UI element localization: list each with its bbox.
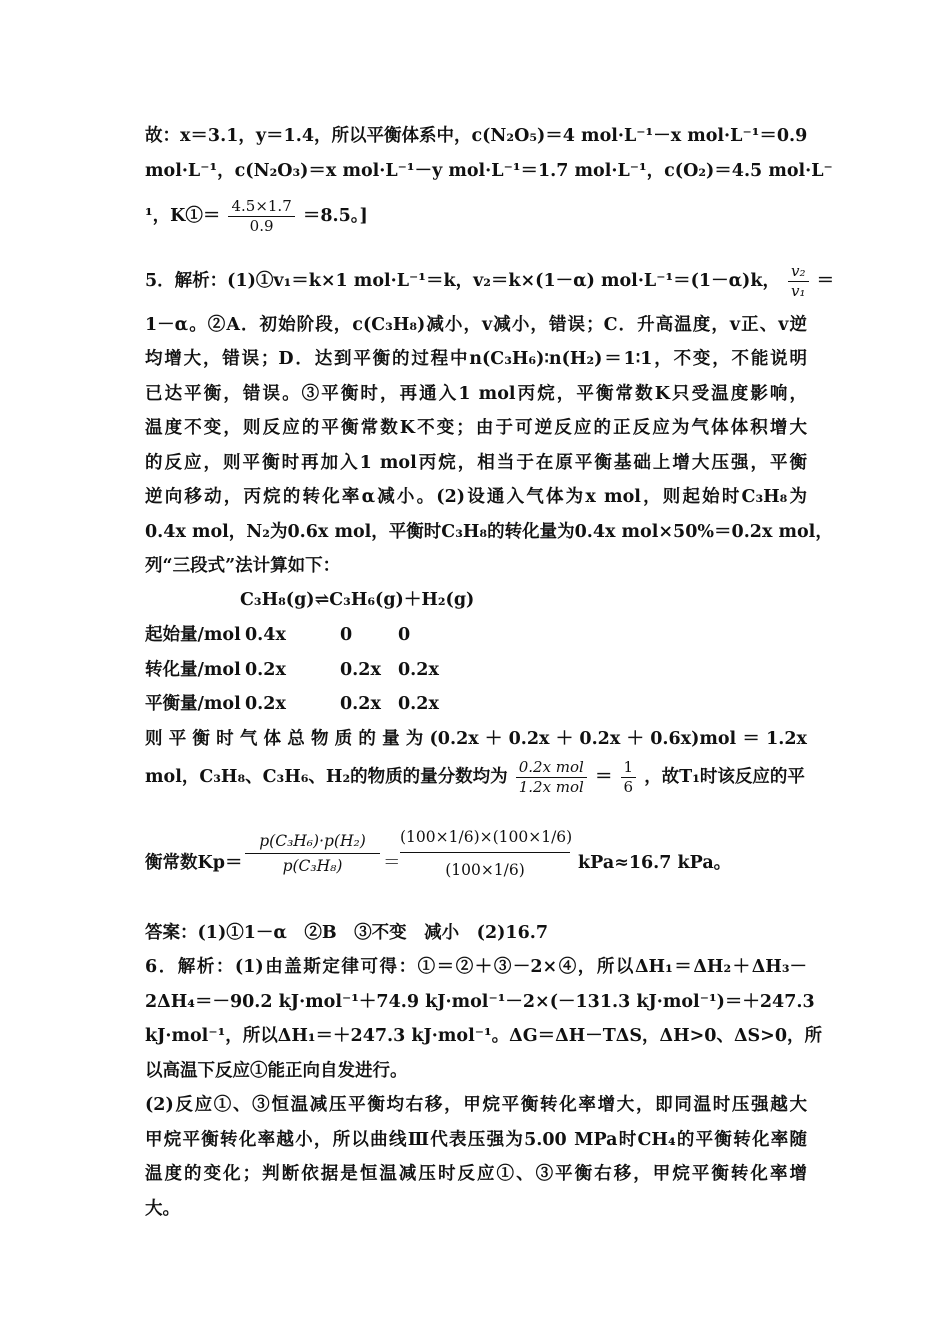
equals-sign: ＝ bbox=[383, 853, 401, 873]
kp-fraction bbox=[245, 832, 380, 875]
text-line-8: 温度不变，则反应的平衡常数K不变；由于可逆反应的正反应为气体体积增大 bbox=[145, 418, 807, 438]
text-span: ¹，K①＝ bbox=[145, 206, 221, 226]
text-span: 5．解析：(1)①v₁＝k×1 mol·L⁻¹＝k，v₂＝k×(1－α) mol·L⁻¹＝(1－α)k， bbox=[145, 271, 780, 291]
text-line-10: 逆向移动，丙烷的转化率α减小。(2)设通入气体为x mol，则起始时C₃H₈为 bbox=[145, 487, 807, 507]
text-line-18 bbox=[145, 760, 805, 795]
text-span: mol，C₃H₈、C₃H₆、H₂的物质的量分数均为 bbox=[145, 767, 508, 787]
text-line-25: (2)反应①、③恒温减压平衡均右移，甲烷平衡转化率增大，即同温时压强越大 bbox=[145, 1095, 807, 1115]
text-span: ＝8.5。] bbox=[302, 206, 368, 226]
text-line-21: 6．解析：(1)由盖斯定律可得：①＝②＋③－2×④，所以ΔH₁＝ΔH₂＋ΔH₃－ bbox=[145, 957, 807, 977]
table-cell: 0.2x bbox=[398, 694, 439, 714]
fraction-denominator: v₁ bbox=[791, 282, 806, 300]
text-span: ＝ bbox=[816, 271, 835, 291]
kp-value-denominator: (100×1/6) bbox=[445, 861, 525, 879]
text-span: 故： bbox=[145, 126, 180, 146]
math-span: c(N₂O₅)＝4 mol·L⁻¹－x mol·L⁻¹＝0.9 bbox=[471, 126, 808, 146]
text-line-22: 2ΔH₄＝－90.2 kJ·mol⁻¹＋74.9 kJ·mol⁻¹－2×(－131.3 kJ·mol⁻¹)＝＋247.3 bbox=[145, 992, 815, 1012]
text-span: ＝ bbox=[594, 767, 613, 787]
text-line-3 bbox=[145, 199, 368, 234]
table-row-label: 转化量/mol bbox=[145, 660, 241, 680]
fraction-denominator: 1.2x mol bbox=[518, 778, 584, 796]
fraction-numerator: v₂ bbox=[788, 264, 809, 282]
text-line-28: 大。 bbox=[145, 1199, 180, 1219]
fraction-numerator: 0.2x mol bbox=[516, 760, 587, 778]
kp-value-numerator: (100×1/6)×(100×1/6) bbox=[400, 822, 570, 853]
table-cell: 0 bbox=[398, 625, 411, 645]
table-row-label: 起始量/mol bbox=[145, 625, 241, 645]
text-line-26: 甲烷平衡转化率越小，所以曲线Ⅲ代表压强为5.00 MPa时CH₄的平衡转化率随 bbox=[145, 1130, 807, 1150]
text-line-7: 已达平衡，错误。③平衡时，再通入1 mol丙烷，平衡常数K只受温度影响， bbox=[145, 384, 807, 404]
fraction-denominator: 6 bbox=[623, 778, 634, 796]
table-cell: 0.4x bbox=[245, 625, 286, 645]
text-line-24: 以高温下反应①能正向自发进行。 bbox=[145, 1061, 408, 1081]
text-line-2: mol·L⁻¹，c(N₂O₃)＝x mol·L⁻¹－y mol·L⁻¹＝1.7 mol·L⁻¹，c(O₂)＝4.5 mol·L⁻ bbox=[145, 161, 833, 181]
kp-value-fraction bbox=[400, 822, 573, 879]
text-span: 所以平衡体系中， bbox=[331, 126, 472, 146]
kp-result: kPa≈16.7 kPa。 bbox=[578, 853, 732, 873]
text-line-1 bbox=[145, 128, 807, 146]
table-cell: 0.2x bbox=[340, 694, 381, 714]
kp-denominator: p(C₃H₈) bbox=[282, 857, 343, 875]
text-span: ，故T₁时该反应的平 bbox=[644, 767, 805, 787]
fraction-denominator: 0.9 bbox=[249, 217, 274, 235]
fraction-mole-fraction bbox=[516, 760, 587, 795]
answer-line: 答案：(1)①1－α ②B ③不变 减小 (2)16.7 bbox=[145, 923, 549, 943]
kp-label: 衡常数Kp＝ bbox=[145, 853, 243, 873]
table-cell: 0.2x bbox=[398, 660, 439, 680]
table-cell: 0 bbox=[340, 625, 353, 645]
table-cell: 0.2x bbox=[245, 660, 286, 680]
fraction-numerator: 4.5×1.7 bbox=[228, 199, 294, 217]
fraction-v2-v1 bbox=[788, 264, 809, 299]
reaction-equation: C₃H₈(g)⇌C₃H₆(g)＋H₂(g) bbox=[240, 590, 475, 610]
table-cell: 0.2x bbox=[340, 660, 381, 680]
text-line-5: 1－α。②A．初始阶段，c(C₃H₈)减小，v减小，错误；C．升高温度，v正、v逆 bbox=[145, 315, 807, 335]
table-row-label: 平衡量/mol bbox=[145, 694, 241, 714]
fraction-numerator: 1 bbox=[621, 760, 637, 778]
text-line-9: 的反应，则平衡时再加入1 mol丙烷，相当于在原平衡基础上增大压强，平衡 bbox=[145, 453, 807, 473]
text-line-12: 列“三段式”法计算如下： bbox=[145, 556, 341, 576]
text-line-6: 均增大，错误；D．达到平衡的过程中n(C₃H₆)∶n(H₂)＝1∶1，不变，不能说明 bbox=[145, 349, 807, 369]
text-line-4 bbox=[145, 264, 834, 299]
math-span: x＝3.1，y＝1.4， bbox=[180, 126, 332, 146]
text-line-23: kJ·mol⁻¹，所以ΔH₁＝＋247.3 kJ·mol⁻¹。ΔG＝ΔH－TΔS，ΔH>0、ΔS>0，所 bbox=[145, 1026, 823, 1046]
table-cell: 0.2x bbox=[245, 694, 286, 714]
text-line-17: 则平衡时气体总物质的量为(0.2x＋0.2x＋0.2x＋0.6x)mol＝1.2x bbox=[145, 729, 807, 749]
fraction-one-sixth bbox=[621, 760, 637, 795]
text-line-27: 温度的变化；判断依据是恒温减压时反应①、③平衡右移，甲烷平衡转化率增 bbox=[145, 1164, 807, 1184]
text-line-11: 0.4x mol，N₂为0.6x mol，平衡时C₃H₈的转化量为0.4x mol×50%＝0.2x mol， bbox=[145, 522, 833, 542]
fraction-k1 bbox=[228, 199, 294, 234]
kp-numerator: p(C₃H₆)·p(H₂) bbox=[245, 832, 380, 854]
